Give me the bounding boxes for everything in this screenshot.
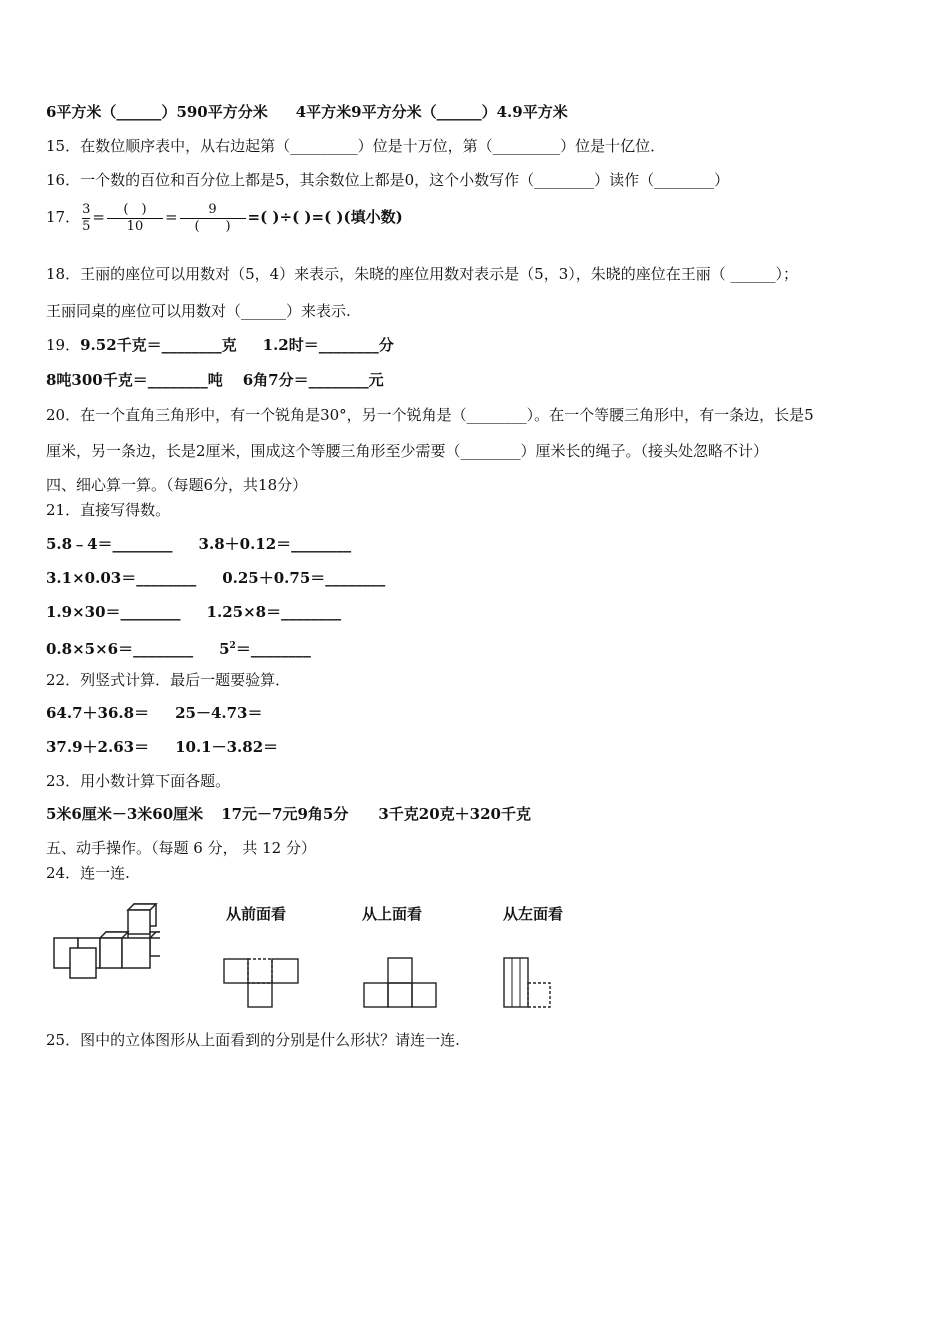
q21-row-2 [46, 568, 385, 588]
q21-item: 5.8﹣4＝________ [46, 535, 173, 553]
cube-face [70, 948, 96, 978]
q16: 16．一个数的百位和百分位上都是5，其余数位上都是0，这个小数写作（________）读作（________） [46, 171, 730, 189]
q21-item: 3.1×0.03＝________ [46, 569, 197, 587]
cube-top-face [128, 904, 156, 910]
q24-title: 24．连一连. [46, 864, 130, 882]
exponent: 2 [229, 641, 236, 651]
top-view-shape [360, 955, 445, 1010]
q20-line1: 20．在一个直角三角形中，有一个锐角是30°，另一个锐角是（________）。在一个等腰三角形中，有一条边，长是5 [46, 406, 814, 424]
q22-item: 64.7＋36.8＝ [46, 704, 150, 722]
fraction-3-5: $\frac{3}{5}$ [82, 201, 91, 234]
q19-a: 9.52千克＝________克 [80, 336, 237, 354]
q23-item: 3千克20克＋320千克 [378, 805, 531, 823]
q21-item: 0.25＋0.75＝________ [222, 569, 386, 587]
q22-item: 25－4.73＝ [175, 704, 263, 722]
q23-item: 17元－7元9角5分 [221, 805, 349, 823]
q23-item: 5米6厘米－3米60厘米 [46, 805, 204, 823]
q14-part2: 4平方米9平方分米（______）4.9平方米 [295, 103, 568, 121]
q22-row-2 [46, 737, 278, 757]
q19-c: 8吨300千克＝________吨 [46, 371, 223, 389]
q20-line2: 厘米，另一条边，长是2厘米，围成这个等腰三角形至少需要（________）厘米长的绳子。（接头处忽略不计） [46, 442, 769, 460]
q21-item: 0.8×5×6＝________ [46, 640, 194, 658]
view-label-top: 从上面看 [362, 905, 423, 923]
q22-row-1 [46, 703, 263, 723]
q21-row-4 [46, 636, 311, 659]
q21-item: 1.9×30＝________ [46, 603, 181, 621]
fraction-9-blank: $\frac{9}{( )}$ [180, 202, 246, 235]
q14-line [46, 102, 568, 122]
left-view-shape [500, 955, 560, 1010]
view-label-left: 从左面看 [503, 905, 564, 923]
q21-item: 1.25×8＝________ [206, 603, 342, 621]
q19-prefix: 19． [46, 336, 81, 354]
cube-face [100, 938, 122, 968]
q21-title: 21．直接写得数。 [46, 501, 171, 519]
q22-item: 10.1－3.82＝ [175, 738, 279, 756]
equals-sign: = [92, 208, 105, 226]
section-4-heading: 四、细心算一算。（每题6分，共18分） [46, 476, 308, 494]
q17 [46, 198, 403, 236]
q23-items [46, 804, 531, 824]
cube-face [122, 938, 150, 968]
cube-top-face [100, 932, 128, 938]
q25: 25．图中的立体图形从上面看到的分别是什么形状？请连一连. [46, 1031, 460, 1049]
q21-item-tail: ＝________ [235, 640, 311, 658]
view-label-front: 从前面看 [226, 905, 287, 923]
cube-face [128, 910, 150, 934]
q18-line2: 王丽同桌的座位可以用数对（______）来表示. [46, 302, 351, 320]
q14-part1: 6平方米（______）590平方分米 [46, 103, 268, 121]
q17-prefix: 17． [46, 208, 81, 226]
q19-line2 [46, 370, 384, 390]
q23-title: 23．用小数计算下面各题。 [46, 772, 231, 790]
front-view-shape [220, 955, 310, 1010]
q22-item: 37.9＋2.63＝ [46, 738, 150, 756]
q21-item: 3.8＋0.12＝________ [198, 535, 352, 553]
q15: 15．在数位顺序表中，从右边起第（_________）位是十万位，第（_________）位是十亿位． [46, 137, 666, 155]
fraction-blank-10: $\frac{( )}{10}$ [107, 202, 163, 235]
section-5-heading: 五、动手操作。（每题 6 分， 共 12 分） [46, 839, 316, 857]
q21-item-base: 5 [219, 640, 230, 658]
equals-sign: = [164, 208, 178, 226]
q17-tail: =( )÷( )=( )(填小数) [247, 208, 403, 226]
q22-title: 22．列竖式计算．最后一题要验算． [46, 671, 291, 689]
cube-stack-figure [50, 900, 160, 980]
q19-b: 1.2时＝________分 [262, 336, 394, 354]
q18-line1: 18．王丽的座位可以用数对（5，4）来表示，朱晓的座位用数对表示是（5，3），朱晓的座位在王丽（ ______）； [46, 265, 799, 283]
q19-d: 6角7分＝________元 [242, 371, 384, 389]
q21-row-1 [46, 534, 351, 554]
q19-line1 [46, 335, 394, 355]
q21-row-3 [46, 602, 341, 622]
